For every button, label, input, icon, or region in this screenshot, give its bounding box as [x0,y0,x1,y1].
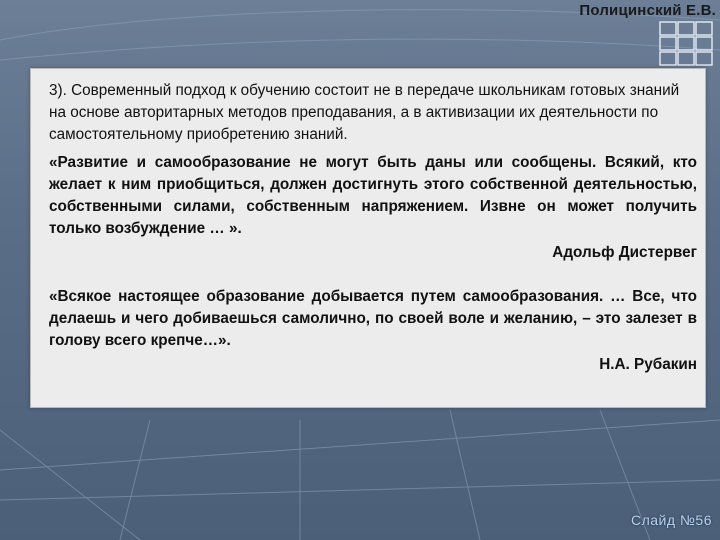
slide-number: Слайд №56 [630,512,712,528]
attribution-rubakin: Н.А. Рубакин [599,356,697,373]
author-name: Полицинский Е.В. [579,2,716,19]
attribution-diesterweg: Адольф Дистервег [552,244,697,261]
intro-paragraph [49,80,697,146]
item-number: 3). [49,82,67,99]
quote-diesterweg: «Развитие и самообразование не могут быть даны или сообщены. Всякий, кто желает к ним приобщиться, должен достигнуть этого собственной деятельностью, собственными силами, собственным напряжением. Извне он может получить только возбуждение … ». [49,154,697,237]
intro-text: Современный подход к обучению состоит не в передаче школьникам готовых знаний на основе авторитарных методов преподавания, а в активизации их деятельности по самостоятельному приобретению знаний. [49,82,680,143]
grid-logo-icon [658,20,714,68]
slide-body [49,80,697,376]
quote-rubakin: «Всякое настоящее образование добывается путем самообразования. … Все, что делаешь и чего добиваешься самолично, по своей воле и желанию, – это залезет в голову всего крепче…». [49,288,697,349]
